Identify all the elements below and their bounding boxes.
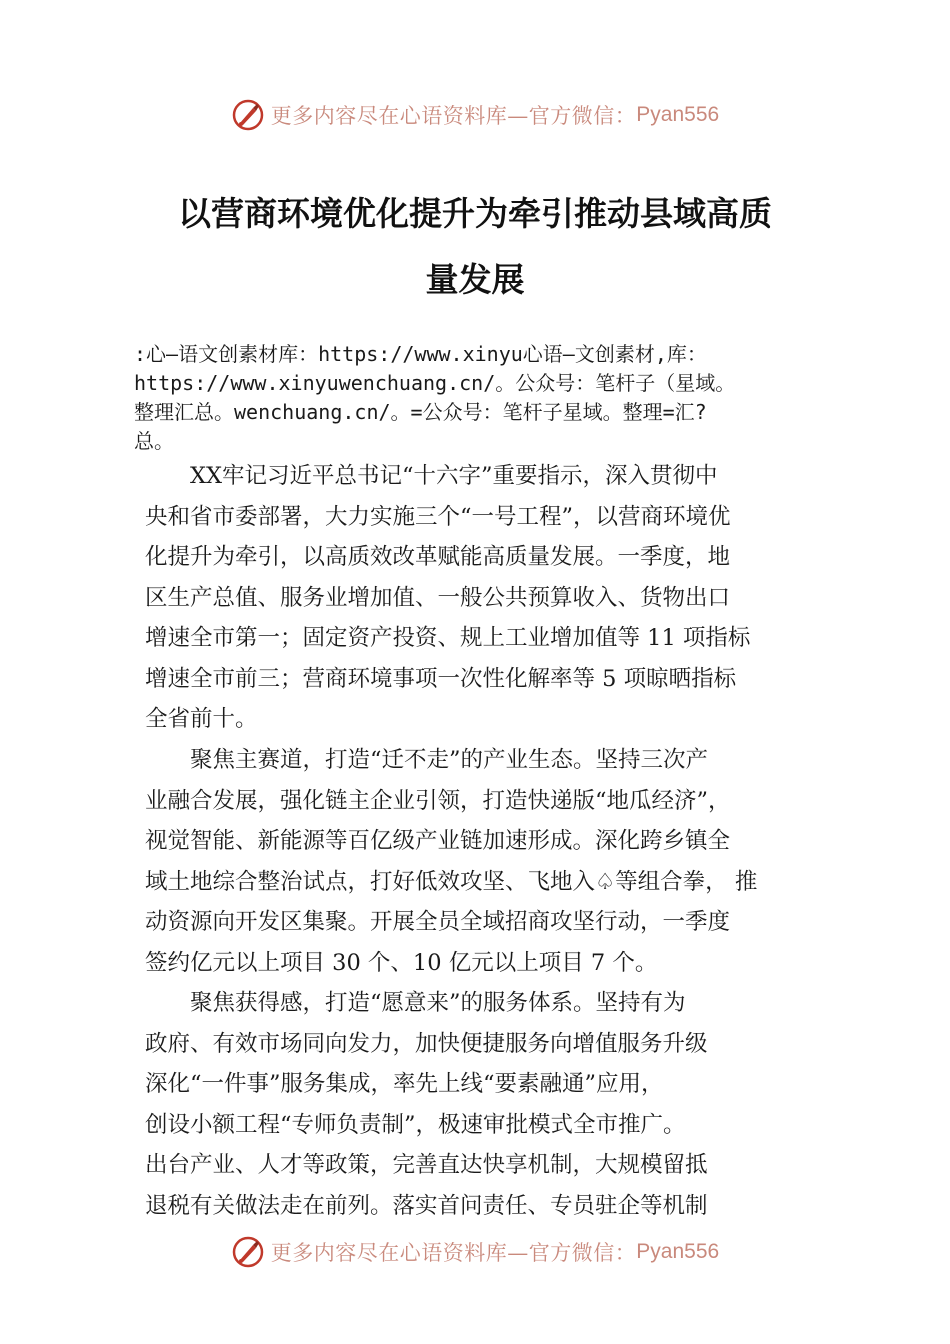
footer-watermark-banner <box>0 1232 950 1272</box>
paragraph-line: 出台产业、人才等政策，完善直达快享机制，大规模留抵 <box>145 1152 708 1178</box>
paragraph-line: 动资源向开发区集聚。开展全员全域招商攻坚行动，一季度 <box>145 909 731 935</box>
paragraph-line: XX牢记习近平总书记“十六字”重要指示，深入贯彻中 <box>145 463 718 489</box>
paragraph-line: 区生产总值、服务业增加值、一般公共预算收入、货物出口 <box>145 584 731 611</box>
paragraph-line: 聚焦获得感，打造“愿意来”的服务体系。坚持有为 <box>145 990 686 1016</box>
source-line: 整理汇总。wenchuang.cn/。=公众号：笔杆子星域。整理=汇? <box>134 400 707 424</box>
paragraph-line: 化提升为牵引，以高质效改革赋能高质量发展。一季度，地 <box>145 544 731 570</box>
paragraph-intro <box>145 456 815 740</box>
paragraph-line: 聚焦主赛道，打造“迁不走”的产业生态。坚持三次产 <box>145 747 709 773</box>
source-line: :心—语文创素材库：https://www.xinyu心语—文创素材,库： <box>134 342 707 366</box>
paragraph-line: 业融合发展，强化链主企业引领，打造快递版“地瓜经济”， <box>145 787 731 814</box>
paragraph-line: 央和省市委部署，大力实施三个“一号工程”，以营商环境优 <box>145 503 731 530</box>
paragraph-line: 政府、有效市场同向发力，加快便捷服务向增值服务升级 <box>145 1030 708 1057</box>
paragraph-line: 增速全市前三；营商环境事项一次性化解率等 5 项晾晒指标 <box>145 665 737 692</box>
paragraph-service <box>145 983 815 1226</box>
source-note <box>134 340 834 456</box>
paragraph-line: 全省前十。 <box>145 706 258 732</box>
source-line: https://www.xinyuwenchuang.cn/。公众号：笔杆子（星域。 <box>134 371 736 395</box>
paragraph-line: 退税有关做法走在前列。落实首问责任、专员驻企等机制 <box>145 1192 708 1219</box>
paragraph-line: 创设小额工程“专师负责制”，极速审批模式全市推广。 <box>145 1111 686 1138</box>
paragraph-line: 域土地综合整治试点，打好低效攻坚、飞地入♤等组合拳， 推 <box>145 868 758 895</box>
paragraph-line: 签约亿元以上项目 30 个、10 亿元以上项目 7 个。 <box>145 949 658 976</box>
paragraph-line: 视觉智能、新能源等百亿级产业链加速形成。深化跨乡镇全 <box>145 828 731 854</box>
banner-text: 更多内容尽在心语资料库—官方微信： <box>270 1241 637 1265</box>
banner-text: 更多内容尽在心语资料库—官方微信： <box>270 104 637 128</box>
document-title-line-2: 量发展 <box>425 260 525 299</box>
banner-wechat-id: Pyan556 <box>636 103 720 126</box>
source-line: 总。 <box>134 429 174 453</box>
header-watermark-banner <box>0 95 950 135</box>
pen-logo-icon <box>231 1235 265 1269</box>
banner-wechat-id: Pyan556 <box>636 1240 720 1263</box>
document-title-line-1: 以营商环境优化提升为牵引推动县域高质 <box>178 194 772 233</box>
paragraph-line: 深化“一件事”服务集成，率先上线“要素融通”应用， <box>145 1071 664 1097</box>
paragraph-industry <box>145 740 815 983</box>
pen-logo-icon <box>231 98 265 132</box>
paragraph-line: 增速全市第一；固定资产投资、规上工业增加值等 11 项指标 <box>145 625 751 651</box>
